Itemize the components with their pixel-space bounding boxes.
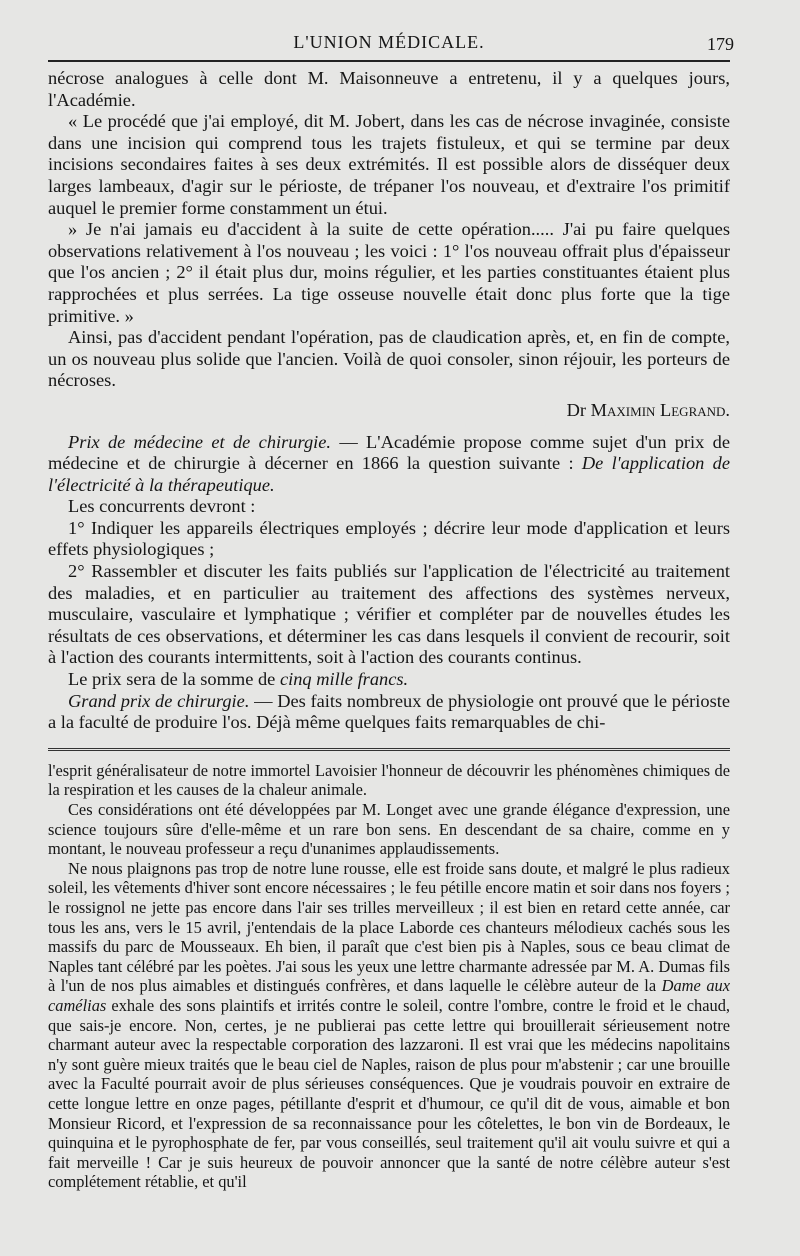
footnote-3-text-b: exhale des sons plaintifs et irrités contre le soleil, contre l'ombre, contre le froid et le chaud, que sais-je encore. Non, certes, je ne publierai pas cette lettre qui brouillerait sérieusement notre charmant auteur avec la respectable corporation des lazzaroni. Il est vrai que les médecins napolitains n'y sont guère mieux traités que le beau ciel de Naples, raison de plus pour m'abstenir ; car une brouille avec la Faculté pourrait avoir de plus sérieuses conséquences. Que je voudrais pouvoir en extraire de cette longue lettre en onze pages, pétillante d'esprit et d'humour, ce qu'il dit de vous, aimable et bon Monsieur Ricord, et l'expression de sa reconnaissance pour les côtelettes, le bon vin de Bordeaux, le quinquina et le pyrophosphate de fer, par vous conseillés, seul traitement qu'il ait voulu suivre et qui a fait merveille ! Car je suis heureux de pouvoir annoncer que la santé de notre célèbre auteur s'est complétement rétablie, et qu'il (48, 995, 730, 1192)
footnote-divider (48, 748, 730, 751)
prize-2-paragraph (48, 691, 730, 734)
page-header (48, 26, 734, 62)
prize-1-text: — L'Académie propose comme sujet d'un prix de médecine et de chirurgie à décerner en 1866 la question suivante : (48, 431, 731, 474)
paragraph-2: « Le procédé que j'ai employé, dit M. Jobert, dans les cas de nécrose invaginée, consiste dans une incision qui comprend tous les trajets fistuleux, et qui se termine par deux incisions secondaires faites à ses deux extrémités. Il est possible alors de disséquer deux larges lambeaux, d'agir sur le périoste, de trépaner l'os nouveau, et d'extraire l'os primitif auquel le premier forme constamment un étui. (48, 111, 730, 218)
signature (48, 400, 730, 422)
prize-1-title: Prix de médecine et de chirurgie. (68, 431, 332, 452)
prize-amount-text: Le prix sera de la somme de (68, 669, 280, 690)
paragraph-1: nécrose analogues à celle dont M. Maisonneuve a entretenu, il y a quelques jours, l'Académie. (48, 68, 730, 110)
prize-amount: cinq mille francs. (279, 669, 409, 690)
paragraph-7: 1° Indiquer les appareils électriques employés ; décrire leur mode d'application et leurs effets physiologiques ; (48, 517, 730, 560)
article-body (48, 68, 730, 734)
paragraph-3: » Je n'ai jamais eu d'accident à la suite de cette opération..... J'ai pu faire quelques observations relativement à l'os nouveau ; les voici : 1° l'os nouveau offrait plus d'épaisseur que l'os ancien ; 2° il était plus dur, moins régulier, et les parties constituantes étaient plus rapprochées et plus serrées. La tige osseuse nouvelle était donc plus forte que la tige primitive. » (48, 219, 730, 326)
prize-2-text: — Des faits nombreux de physiologie ont prouvé que le périoste a la faculté de produire l'os. Déjà même quelques faits remarquables de chi- (48, 690, 730, 733)
prize-1-paragraph (48, 432, 730, 497)
footnote-column (48, 761, 730, 1192)
footnote-3-italic: Dame aux camélias (48, 976, 730, 1015)
signature-prefix: Dr (566, 399, 587, 420)
paragraph-8: 2° Rassembler et discuter les faits publiés sur l'application de l'électricité au traitement des maladies, et en particulier au traitement des affections des systèmes nerveux, musculaire, vasculaire et lymphatique ; vérifier et compléter par de nouvelles études les résultats de ces observations, et déterminer les cas dans lesquels il convient de recourir, soit à l'action des courants intermittents, soit à l'action des courants continus. (48, 561, 730, 668)
signature-name: Maximin Legrand. (590, 399, 730, 420)
footnote-paragraph-1: l'esprit généralisateur de notre immortel Lavoisier l'honneur de découvrir les phénomènes chimiques de la respiration et les causes de la chaleur animale. (48, 760, 730, 800)
footnote-paragraph-3 (48, 859, 730, 1192)
footnote-paragraph-2: Ces considérations ont été développées par M. Longet avec une grande élégance d'expression, une science toujours sûre d'elle-même et un rare bon sens. En descendant de sa chaire, comme en y montant, le nouveau professeur a reçu d'unanimes applaudissements. (48, 800, 730, 859)
paragraph-4: Ainsi, pas d'accident pendant l'opération, pas de claudication après, et, en fin de compte, un os nouveau plus solide que l'ancien. Voilà de quoi consoler, sinon réjouir, les porteurs de nécroses. (48, 327, 730, 391)
running-title: L'UNION MÉDICALE. (293, 32, 485, 52)
prize-2-title: Grand prix de chirurgie. (68, 690, 250, 711)
paragraph-6: Les concurrents devront : (68, 496, 256, 517)
page-number: 179 (707, 34, 734, 54)
prize-1-question: De l'application de l'électricité à la thérapeutique. (48, 453, 730, 495)
paragraph-9 (48, 669, 730, 691)
footnote-3-text-a: Ne nous plaignons pas trop de notre lune rousse, elle est froide sans doute, et malgré le plus radieux soleil, les vêtements d'hiver sont encore nécessaires ; le feu pétille encore matin et soir dans nos foyers ; le rossignol ne jette pas encore dans l'air ses trilles merveilleux ; il est bien en retard cette année, car tous les ans, vers le 15 avril, j'entendais de la place Laborde ces chanteurs mélodieux cachés sous les massifs du parc de Mousseaux. Eh bien, il paraît que c'est bien pis à Naples, sous ce beau climat de Naples tant célébré par les poètes. J'ai sous les yeux une lettre charmante adressée par M. A. Dumas fils à l'un de nos plus aimables et distingués confrères, et dans laquelle le célèbre auteur de la (48, 858, 730, 996)
